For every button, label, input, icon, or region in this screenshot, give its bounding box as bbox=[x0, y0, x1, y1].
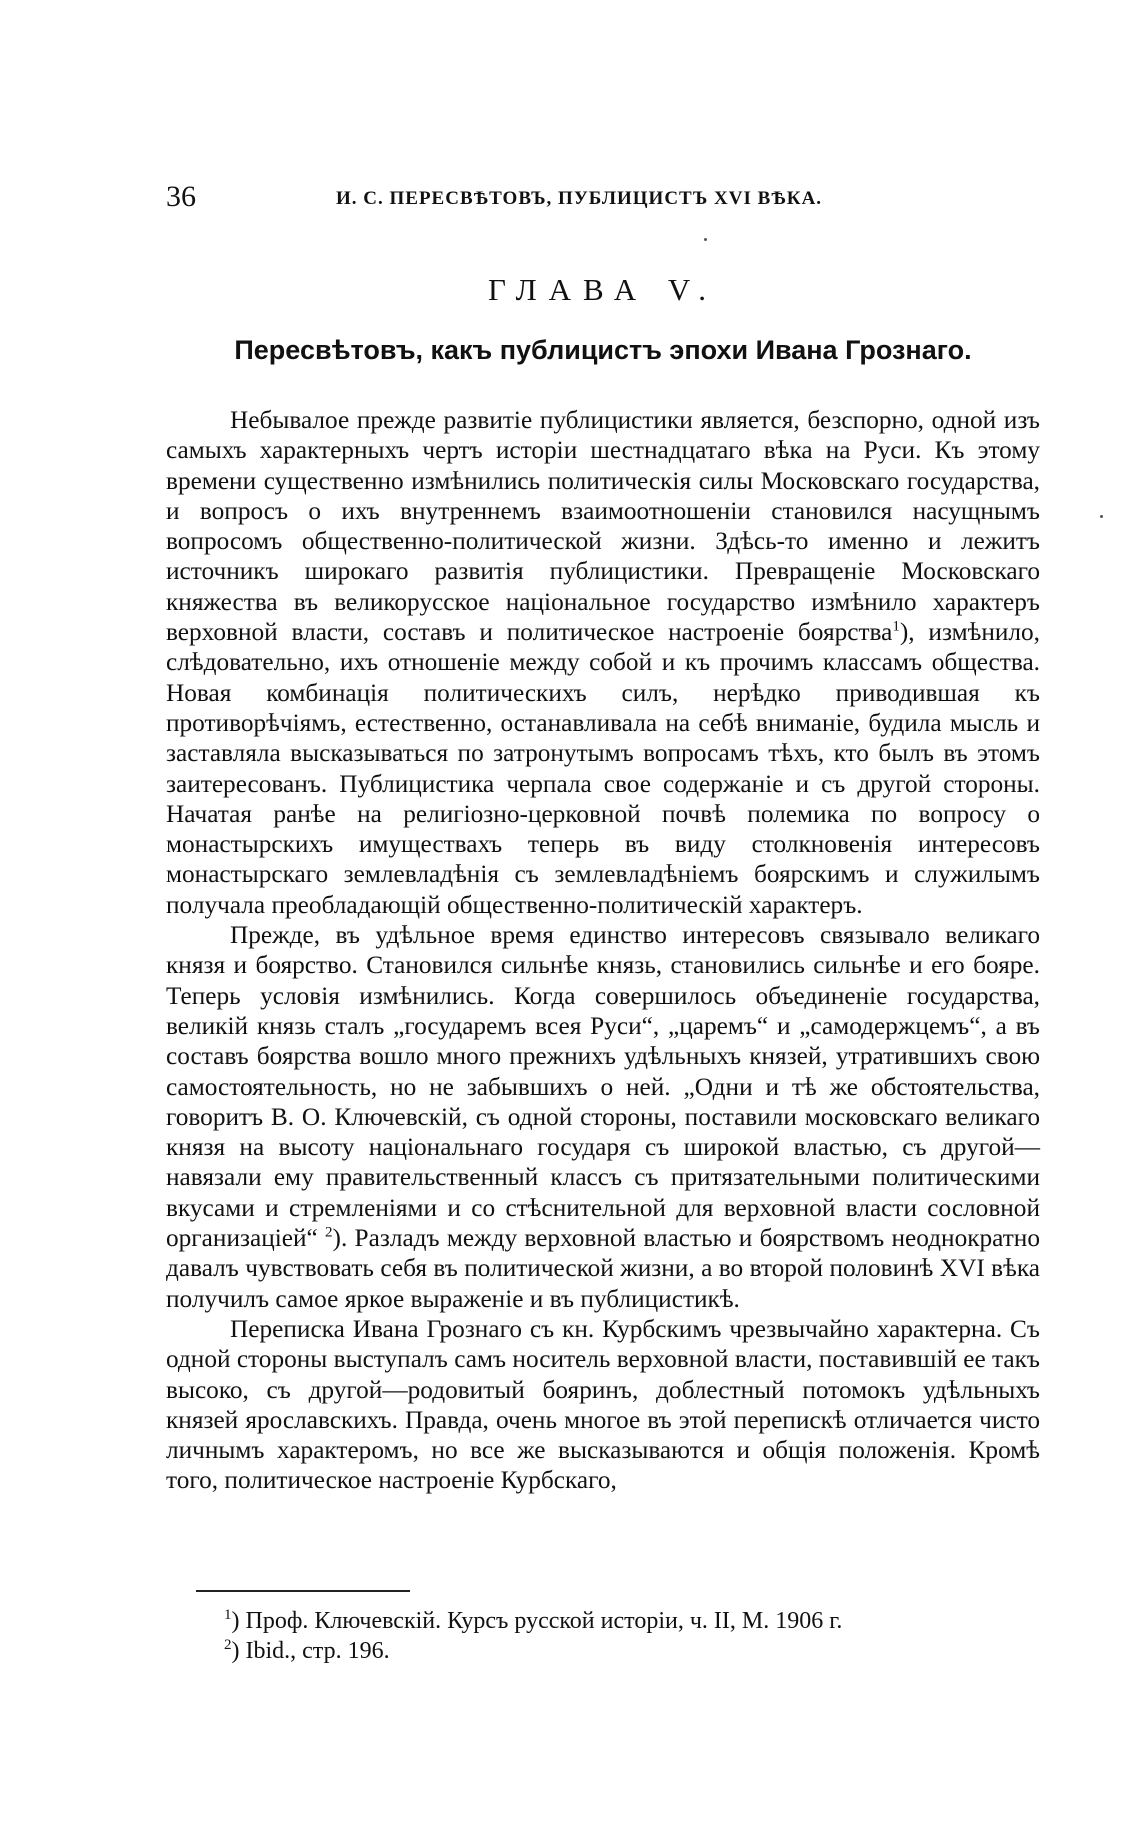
footnote-reference[interactable]: 1 bbox=[892, 618, 900, 635]
footnote-divider bbox=[196, 1590, 410, 1592]
page-number: 36 bbox=[166, 180, 196, 213]
chapter-title: Пересвѣтовъ, какъ публицистъ эпохи Ивана Грознаго. bbox=[234, 335, 972, 365]
body-text bbox=[166, 405, 1040, 1496]
paragraph-text: Переписка Ивана Грознаго съ кн. Курбскимъ чрезвычайно характерна. Съ одной стороны выступалъ самъ носитель верховной власти, поставившій ее такъ высоко, съ другой—родовитый бояринъ, доблестный потомокъ удѣльныхъ князей ярославскихъ. Правда, очень многое въ этой перепискѣ отличается чисто личнымъ характеромъ, но все же высказываются и общія положенія. Кромѣ того, политическое настроеніе Курбскаго, bbox=[166, 1314, 1040, 1495]
paragraph-text: ). Разладъ между верховной властью и боярствомъ неоднократно давалъ чувствовать себя въ политической жизни, а во второй половинѣ XVI вѣка получилъ самое яркое выраженіе и въ публицистикѣ. bbox=[166, 1224, 1040, 1313]
paragraph bbox=[166, 405, 1040, 920]
paragraph-text: ), измѣнило, слѣдовательно, ихъ отношеніе между собой и къ прочимъ классамъ общества. Новая комбинація политическихъ силъ, нерѣдко приводившая къ противорѣчіямъ, естественно, останавливала на себѣ вниманіе, будила мысль и заставляла высказываться по затронутымъ вопросамъ тѣхъ, кто былъ въ этомъ заитересованъ. Публицистика черпала свое содержаніе и съ другой стороны. Начатая ранѣе на религіозно-церковной почвѣ полемика по вопросу о монастырскихъ имуществахъ теперь въ виду столкновенія интересовъ монастырскаго землевладѣнія съ землевладѣніемъ боярскимъ и служилымъ получала преобладающій общественно-политическій характеръ. bbox=[166, 618, 1040, 919]
paragraph bbox=[166, 1314, 1040, 1496]
footnote-text: ) Ibid., стр. 196. bbox=[231, 1638, 390, 1664]
chapter-label: ГЛАВА V. bbox=[487, 272, 718, 307]
footnote-text: ) Проф. Ключевскій. Курсъ русской исторіи, ч. II, М. 1906 г. bbox=[231, 1608, 843, 1634]
scan-speck bbox=[704, 238, 707, 241]
document-page bbox=[166, 0, 1040, 1843]
running-title: И. С. ПЕРЕСВѢТОВЪ, ПУБЛИЦИСТЪ XVI ВѢКА. bbox=[336, 188, 823, 209]
paragraph-text: Прежде, въ удѣльное время единство интересовъ связывало великаго князя и боярство. Становился сильнѣе князь, становились сильнѣе и его бояре. Теперь условія измѣнились. Когда совершилось объединеніе государства, великій князь сталъ „государемъ всея Руси“, „царемъ“ и „самодержцемъ“, а въ составъ боярства вошло много прежнихъ удѣльныхъ князей, утратившихъ свою самостоятельность, но не забывшихъ о ней. „Одни и тѣ же обстоятельства, говоритъ В. О. Ключевскій, съ одной стороны, поставили московскаго великаго князя на высоту національнаго государя съ широкой властью, съ другой—навязали ему правительственный классъ съ притязательными политическими вкусами и стремленіями и со стѣснительной для верховной власти сословной организаціей“ bbox=[166, 921, 1040, 1253]
footnote-mark: 2 bbox=[224, 1637, 232, 1653]
footnote-mark: 1 bbox=[224, 1607, 232, 1623]
paragraph bbox=[166, 920, 1040, 1314]
paragraph-text: Небывалое прежде развитіе публицистики является, безспорно, одной изъ самыхъ характерныхъ чертъ исторіи шестнадцатаго вѣка на Руси. Къ этому времени существенно измѣнились политическія силы Московскаго государства, и вопросъ о ихъ внутреннемъ взаимоотношеніи становился насущнымъ вопросомъ общественно-политической жизни. Здѣсь-то именно и лежитъ источникъ широкаго развитія публицистики. Превращеніе Московскаго княжества въ великорусское національное государство измѣнило характеръ верховной власти, составъ и политическое настроеніе боярства bbox=[166, 406, 1040, 647]
footnotes bbox=[224, 1606, 1024, 1666]
footnote bbox=[224, 1606, 1024, 1636]
footnote-reference[interactable]: 2 bbox=[325, 1224, 333, 1241]
footnote bbox=[224, 1636, 1024, 1666]
scan-speck bbox=[1100, 515, 1103, 518]
running-head bbox=[166, 180, 1040, 220]
